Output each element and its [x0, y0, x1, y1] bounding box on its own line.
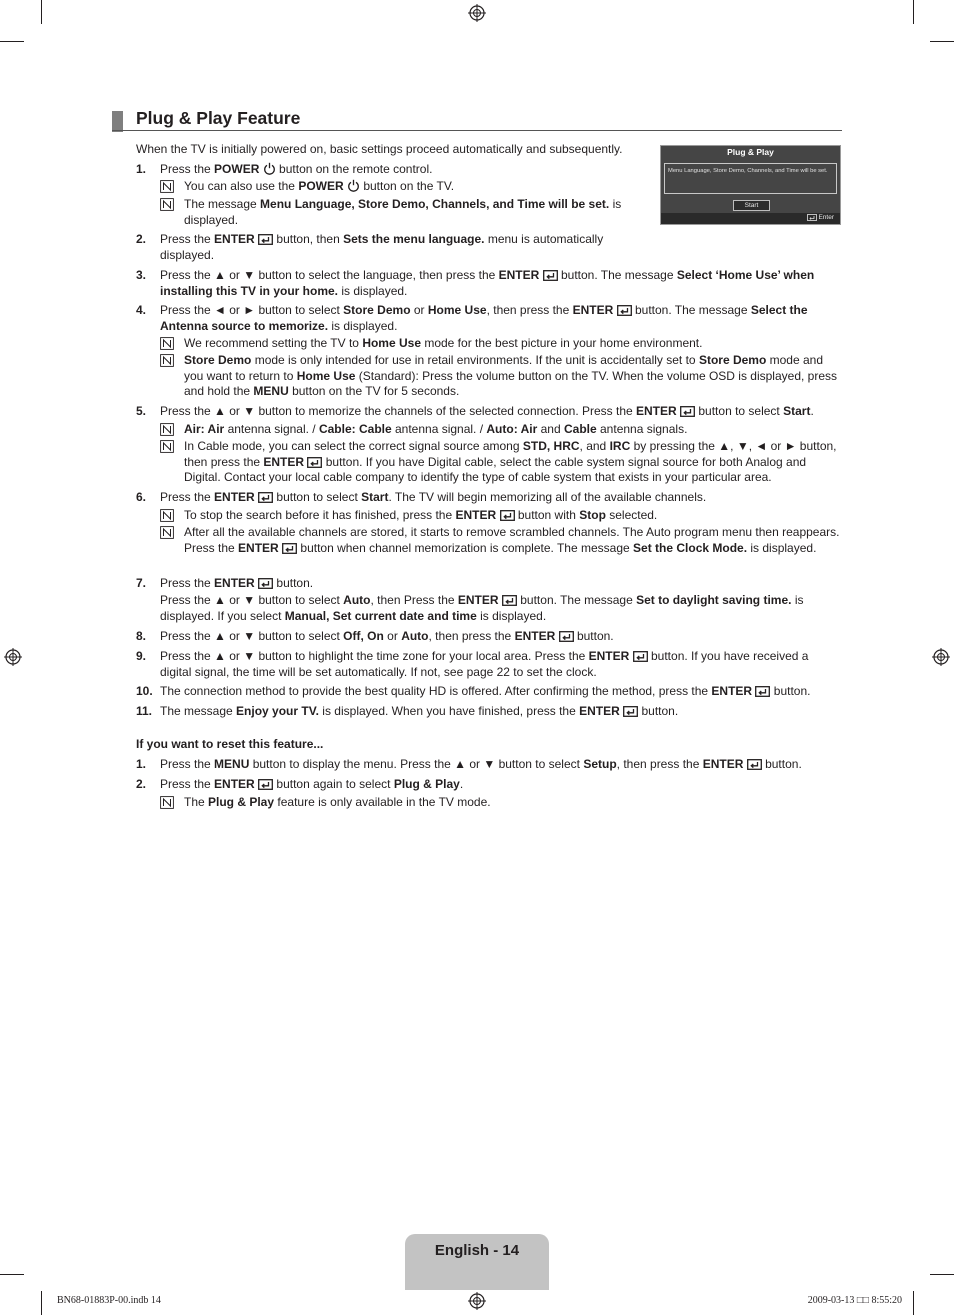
step-number: 4.: [136, 303, 147, 317]
note-5-1: [160, 422, 840, 438]
registration-mark-icon: [932, 648, 950, 666]
text: The connection method to provide the best quality HD is offered. After confirming the method, press the: [160, 684, 712, 698]
bold-text: ENTER: [214, 777, 255, 791]
text: feature is only available in the TV mode.: [274, 795, 491, 809]
bold-text: Plug & Play: [393, 777, 460, 791]
enter-icon: [282, 543, 297, 554]
bold-text: ENTER: [214, 232, 255, 246]
reset-section-title: If you want to reset this feature...: [136, 737, 324, 751]
bold-text: Off, On: [343, 629, 384, 643]
text: Press the: [160, 162, 215, 176]
bold-text: STD, HRC: [522, 439, 580, 453]
bold-text: ENTER: [238, 540, 279, 555]
bold-text: ENTER: [514, 629, 556, 643]
step-number: 5.: [136, 404, 147, 418]
text: by pressing the ▲, ▼, ◄ or ► button, then press the: [184, 439, 837, 469]
bold-text: ENTER: [455, 508, 497, 522]
bold-text: Cable: [563, 422, 597, 436]
text: button.: [641, 704, 679, 718]
text: is displayed. If you select: [160, 593, 804, 623]
step-number: 3.: [136, 268, 147, 282]
enter-icon: [258, 492, 273, 503]
text-body: [160, 684, 840, 700]
bold-text: ENTER: [214, 576, 255, 590]
text: button on the remote control.: [275, 162, 433, 176]
bold-text: Auto: Air: [486, 422, 538, 436]
text: button.: [576, 629, 614, 643]
text: , then press the: [616, 757, 703, 771]
enter-icon: [258, 578, 273, 589]
text-body: [160, 490, 840, 506]
bold-text: ENTER: [214, 490, 255, 504]
text: is displayed.: [476, 608, 547, 623]
note-icon: [160, 354, 174, 367]
step-7: [136, 576, 840, 592]
bold-text: Menu Language, Store Demo, Channels, and Time will be set.: [260, 197, 610, 211]
text-body: [160, 268, 840, 299]
reset-step-2: [136, 777, 840, 793]
enter-icon: [680, 406, 695, 417]
power-icon: [263, 162, 276, 175]
osd-screen: [660, 145, 841, 225]
step-number: 8.: [136, 629, 147, 643]
text-body: [184, 197, 648, 228]
text: menu is automatically displayed.: [160, 232, 604, 262]
print-slug-date: 2009-03-13 □□ 8:55:20: [807, 1295, 902, 1306]
step-number: 2.: [136, 232, 147, 246]
text: and: [537, 422, 564, 436]
text: Press the ▲ or ▼ button to memorize the channels of the selected connection. Press the: [160, 404, 637, 418]
bold-text: ENTER: [263, 454, 305, 469]
text-body: [160, 649, 840, 680]
bold-text: Start: [783, 404, 811, 418]
text: button.: [276, 576, 314, 590]
enter-icon: [633, 651, 648, 662]
text: . The TV will begin memorizing all of the available channels.: [388, 490, 707, 504]
enter-icon: [500, 510, 515, 521]
text: In Cable mode, you can select the correct signal source among: [184, 439, 523, 453]
bold-text: Store Demo: [343, 303, 411, 317]
text: Press the ▲ or ▼ button to select: [160, 593, 344, 607]
note-icon: [160, 440, 174, 453]
enter-icon: [307, 457, 322, 468]
note-icon: [160, 423, 174, 436]
note-6-1: [160, 508, 840, 524]
text: .: [459, 777, 464, 791]
bold-text: Auto: [401, 629, 429, 643]
note-5-2: [160, 439, 840, 486]
reset-step-1: [136, 757, 840, 773]
bold-text: ENTER: [498, 268, 540, 282]
page-title: Plug & Play Feature: [136, 108, 301, 128]
text-body: [160, 704, 840, 720]
text-body: [160, 232, 648, 263]
text: , then Press the: [370, 593, 458, 607]
text: Press the: [160, 232, 215, 246]
step-number: 9.: [136, 649, 147, 663]
text: Press the: [160, 576, 215, 590]
registration-mark-icon: [468, 1292, 486, 1310]
bold-text: Home Use: [362, 336, 421, 350]
text-body: [184, 525, 840, 556]
step-number: 1.: [136, 162, 147, 176]
step-number: 2.: [136, 777, 147, 791]
text: or: [383, 629, 402, 643]
bold-text: Home Use: [296, 368, 356, 383]
osd-title: Plug & Play: [727, 147, 774, 157]
osd-start-button: Start: [733, 200, 770, 211]
bold-text: ENTER: [572, 303, 614, 317]
text-body: [184, 508, 840, 524]
text: button again to select: [276, 777, 394, 791]
text: antenna signal. /: [391, 422, 487, 436]
text: button on the TV for 5 seconds.: [288, 384, 460, 399]
crop-mark: [0, 1274, 24, 1275]
enter-icon: [623, 706, 638, 717]
text: , then press the: [486, 303, 573, 317]
text: We recommend setting the TV to: [184, 336, 363, 350]
intro-text: When the TV is initially powered on, basic settings proceed automatically and subsequently.: [136, 142, 623, 156]
bold-text: Auto: [343, 593, 371, 607]
step-4: [136, 303, 840, 334]
crop-mark: [41, 1291, 42, 1315]
note-4-1: [160, 336, 840, 352]
enter-icon: [617, 305, 632, 316]
text: button. The message: [520, 593, 637, 607]
step-11: [136, 704, 840, 720]
text: The message: [160, 704, 237, 718]
text: selected.: [605, 508, 658, 522]
text: Press the ▲ or ▼ button to highlight the time zone for your local area. Press the: [160, 649, 589, 663]
bold-text: Select ‘Home Use’ when installing this TV in your home.: [160, 268, 815, 298]
note-4-2: [160, 353, 840, 400]
step-5: [136, 404, 840, 420]
step-9: [136, 649, 840, 680]
text: , then press the: [428, 629, 515, 643]
print-slug-file: BN68-01883P-00.indb 14: [57, 1295, 161, 1306]
enter-icon: [747, 759, 762, 770]
text: is displayed.: [338, 283, 408, 298]
text: mode and you want to return to: [184, 353, 824, 383]
text: To stop the search before it has finished, press the: [184, 508, 456, 522]
enter-icon: [258, 234, 273, 245]
bold-text: Sets the menu language.: [343, 232, 485, 246]
text: button when channel memorization is complete. The message: [300, 540, 634, 555]
step-number: 11.: [136, 704, 153, 718]
crop-mark: [913, 0, 914, 24]
bold-text: POWER: [298, 179, 344, 193]
bold-text: Cable: Cable: [318, 422, 392, 436]
text: (Standard): Press the volume button on the TV. When the volume OSD is displayed, press and hold the: [184, 368, 838, 399]
text: The: [184, 795, 209, 809]
text: button to select: [276, 490, 362, 504]
text-body: [160, 303, 840, 334]
text-body: [160, 629, 840, 645]
text: button to select: [698, 404, 784, 418]
step-1: [136, 162, 648, 178]
heading-divider: [112, 130, 842, 131]
bold-text: ENTER: [457, 593, 499, 607]
bold-text: Set the Clock Mode.: [633, 540, 748, 555]
text: antenna signals.: [596, 422, 688, 436]
text: Press the ◄ or ► button to select: [160, 303, 344, 317]
osd-message: Menu Language, Store Demo, Channels, and Time will be set.: [668, 168, 828, 174]
enter-icon: [807, 214, 817, 221]
bold-text: Store Demo: [698, 353, 767, 367]
bold-text: Setup: [583, 757, 617, 771]
text-body: [160, 162, 648, 178]
text: button to display the menu. Press the ▲ or ▼ button to select: [249, 757, 584, 771]
note-icon: [160, 796, 174, 809]
text-body: [160, 757, 840, 773]
bold-text: ENTER: [711, 684, 753, 698]
bold-text: Stop: [579, 508, 606, 522]
enter-icon: [543, 270, 558, 281]
enter-icon: [755, 686, 770, 697]
text: is displayed.: [184, 197, 622, 227]
crop-mark: [930, 1274, 954, 1275]
bold-text: ENTER: [702, 757, 744, 771]
text-body: [184, 336, 840, 352]
text-body: [160, 593, 840, 624]
note-icon: [160, 180, 174, 193]
bold-text: Home Use: [427, 303, 487, 317]
bold-text: MENU: [214, 757, 250, 771]
step-8: [136, 629, 840, 645]
osd-message-box: [664, 163, 837, 194]
step-6: [136, 490, 840, 506]
text: antenna signal. /: [224, 422, 319, 436]
text: After all the available channels are stored, it starts to remove scrambled channels. The Auto program menu then reappears. Press the: [184, 525, 840, 555]
text: button. The message: [560, 268, 677, 282]
text: button with: [517, 508, 580, 522]
page-number-tab: [405, 1234, 549, 1290]
text: mode is only intended for use in retail environments. If the unit is accidentally set to: [251, 353, 699, 367]
bold-text: Select the Antenna source to memorize.: [160, 303, 808, 333]
note-icon: [160, 526, 174, 539]
bold-text: POWER: [214, 162, 260, 176]
text: is displayed.: [747, 540, 817, 555]
text: is displayed.: [328, 318, 398, 333]
text: Press the: [160, 757, 215, 771]
text: Press the: [160, 777, 215, 791]
bold-text: ENTER: [588, 649, 630, 663]
text-body: [184, 422, 840, 438]
text: or: [410, 303, 428, 317]
text: is displayed. When you have finished, press the: [318, 704, 580, 718]
bold-text: Store Demo: [184, 353, 252, 367]
step-number: 6.: [136, 490, 147, 504]
step-number: 10.: [136, 684, 153, 698]
text-body: [184, 353, 840, 400]
text-body: [160, 404, 840, 420]
text: button. If you have received a digital signal, the time will be set automatically. If not, see page 22 to set the clock.: [160, 649, 809, 679]
text-body: [184, 439, 840, 486]
step-10: [136, 684, 840, 700]
step-2: [136, 232, 648, 263]
note-icon: [160, 337, 174, 350]
text: button. If you have Digital cable, select the cable system signal source for both Analog and Digital. Contact your local cable company to identify the type of cable system that exists in your particular area.: [184, 454, 807, 485]
enter-icon: [559, 631, 574, 642]
text: button, then: [276, 232, 344, 246]
bold-text: Air: Air: [184, 422, 225, 436]
bold-text: IRC: [609, 439, 631, 453]
text-body: [160, 576, 840, 592]
bold-text: ENTER: [636, 404, 677, 418]
text: The message: [184, 197, 261, 211]
text: Press the: [160, 490, 215, 504]
enter-icon: [258, 779, 273, 790]
note-1-1: [160, 179, 648, 195]
osd-enter-hint: [807, 214, 834, 221]
osd-footer: [661, 213, 840, 224]
text: button on the TV.: [360, 179, 455, 193]
bold-text: Start: [361, 490, 389, 504]
bold-text: Plug & Play: [208, 795, 275, 809]
registration-mark-icon: [468, 4, 486, 22]
text-body: [184, 795, 840, 811]
step-number: 1.: [136, 757, 147, 771]
note-icon: [160, 509, 174, 522]
text: Press the ▲ or ▼ button to select the language, then press the: [160, 268, 499, 282]
text: You can also use the: [184, 179, 299, 193]
reset-note: [160, 795, 840, 811]
bold-text: Manual, Set current date and time: [284, 608, 477, 623]
note-1-2: [160, 197, 648, 228]
text: , and: [579, 439, 610, 453]
crop-mark: [41, 0, 42, 24]
note-icon: [160, 198, 174, 211]
text: .: [810, 404, 814, 418]
text: mode for the best picture in your home environment.: [421, 336, 703, 350]
text: button.: [765, 757, 802, 771]
enter-icon: [502, 595, 517, 606]
crop-mark: [913, 1291, 914, 1315]
text: button.: [773, 684, 811, 698]
heading-marker-bar: [112, 111, 123, 132]
note-6-2: [160, 525, 840, 556]
text-body: [160, 777, 840, 793]
text: Press the ▲ or ▼ button to select: [160, 629, 344, 643]
step-3: [136, 268, 840, 299]
osd-enter-label: Enter: [818, 214, 834, 221]
crop-mark: [0, 41, 24, 42]
power-icon: [347, 179, 360, 192]
bold-text: Enjoy your TV.: [236, 704, 319, 718]
registration-mark-icon: [4, 648, 22, 666]
step-7-detail: [136, 593, 840, 624]
bold-text: ENTER: [579, 704, 620, 718]
page-number-label: English - 14: [434, 1242, 520, 1259]
text-body: [184, 179, 648, 195]
bold-text: Set to daylight saving time.: [636, 593, 792, 607]
bold-text: MENU: [253, 384, 289, 399]
text: button. The message: [634, 303, 751, 317]
step-number: 7.: [136, 576, 147, 590]
crop-mark: [930, 41, 954, 42]
